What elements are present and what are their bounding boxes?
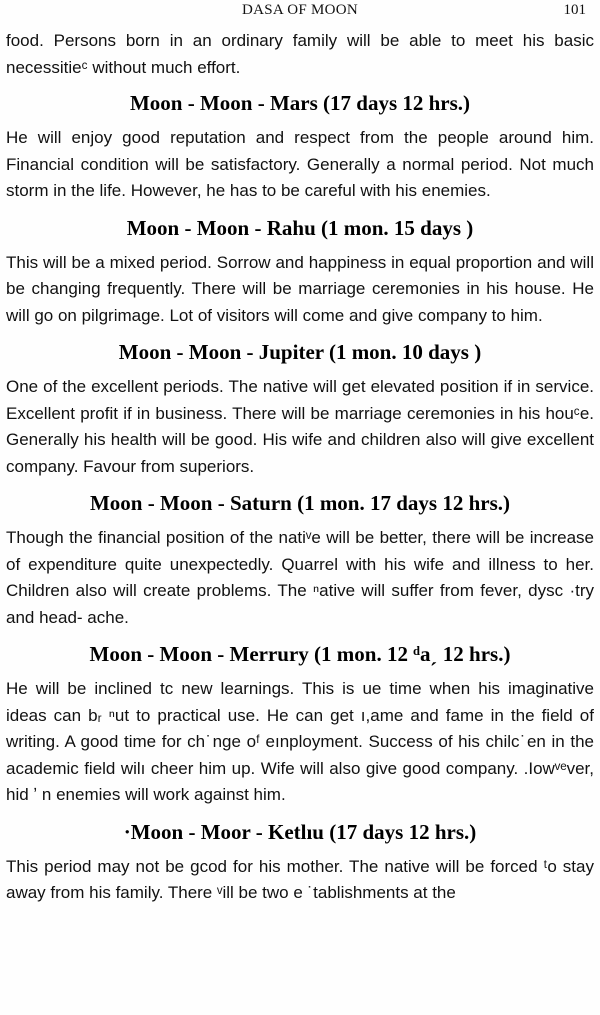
section-heading: Moon - Moon - Mars (17 days 12 hrs.)	[129, 91, 471, 115]
section-paragraph: This period may not be gcod for his mother. The native will be forced ᵗo stay away from his family. There ᵛill be two e ˙tablishments at the	[6, 856, 594, 902]
section-heading: Moon - Moon - Merrury (1 mon. 12 ᵈaˏ 12 hrs.)	[89, 642, 511, 666]
section-paragraph: Though the financial position of the natiᵛe will be better, there will be increase of expenditure quite unexpectedly. Quarrel with his wife and illness to her. Children also will create problems. The ⁿative will suffer from fever, dysc ·try and head- ache.	[6, 528, 594, 627]
section-heading: ·Moon - Moor - Ketlıu (17 days 12 hrs.)	[123, 819, 477, 844]
section-paragraph: One of the excellent periods. The native will get elevated position if in service. Excellent profit if in business. There will be marriage ceremonies in his houᶜe. Generally his health will be good. His wife and children also will give excellent company. Favour from superiors.	[6, 377, 594, 476]
page-body	[6, 28, 594, 907]
section-heading: Moon - Moon - Rahu (1 mon. 15 days )	[126, 215, 474, 240]
page-number: 101	[563, 2, 586, 18]
running-title: DASA OF MOON	[241, 2, 359, 18]
section-paragraph: He will be inclined tc new learnings. This is ue time when his imaginative ideas can bᵣ ⁿut to practical use. He can get ı,ame and fame in the field of writing. A good time for ch˙nge oᶠ eınployment. Success of his chilc˙en in the academic field wilı cheer him up. Wife will also give good company. .Iowᵛᵉver, hid ʼ n enemies will work against him.	[6, 679, 594, 804]
section-paragraph: He will enjoy good reputation and respect from the people around him. Financial condition will be satisfactory. Generally a normal period. Not much storm in the life. However, he has to be careful with his enemies.	[6, 128, 594, 200]
section-heading: Moon - Moon - Jupiter (1 mon. 10 days )	[118, 340, 482, 364]
running-header	[0, 0, 600, 24]
section-paragraph: This will be a mixed period. Sorrow and happiness in equal proportion and will be changing frequently. There will be marriage ceremonies in his house. He will go on pilgrimage. Lot of visitors will come and give company to him.	[6, 252, 594, 325]
intro-paragraph: food. Persons born in an ordinary family will be able to meet his basic necessitieᶜ without much effort.	[6, 31, 594, 77]
section-heading: Moon - Moon - Saturn (1 mon. 17 days 12 hrs.)	[89, 491, 511, 515]
